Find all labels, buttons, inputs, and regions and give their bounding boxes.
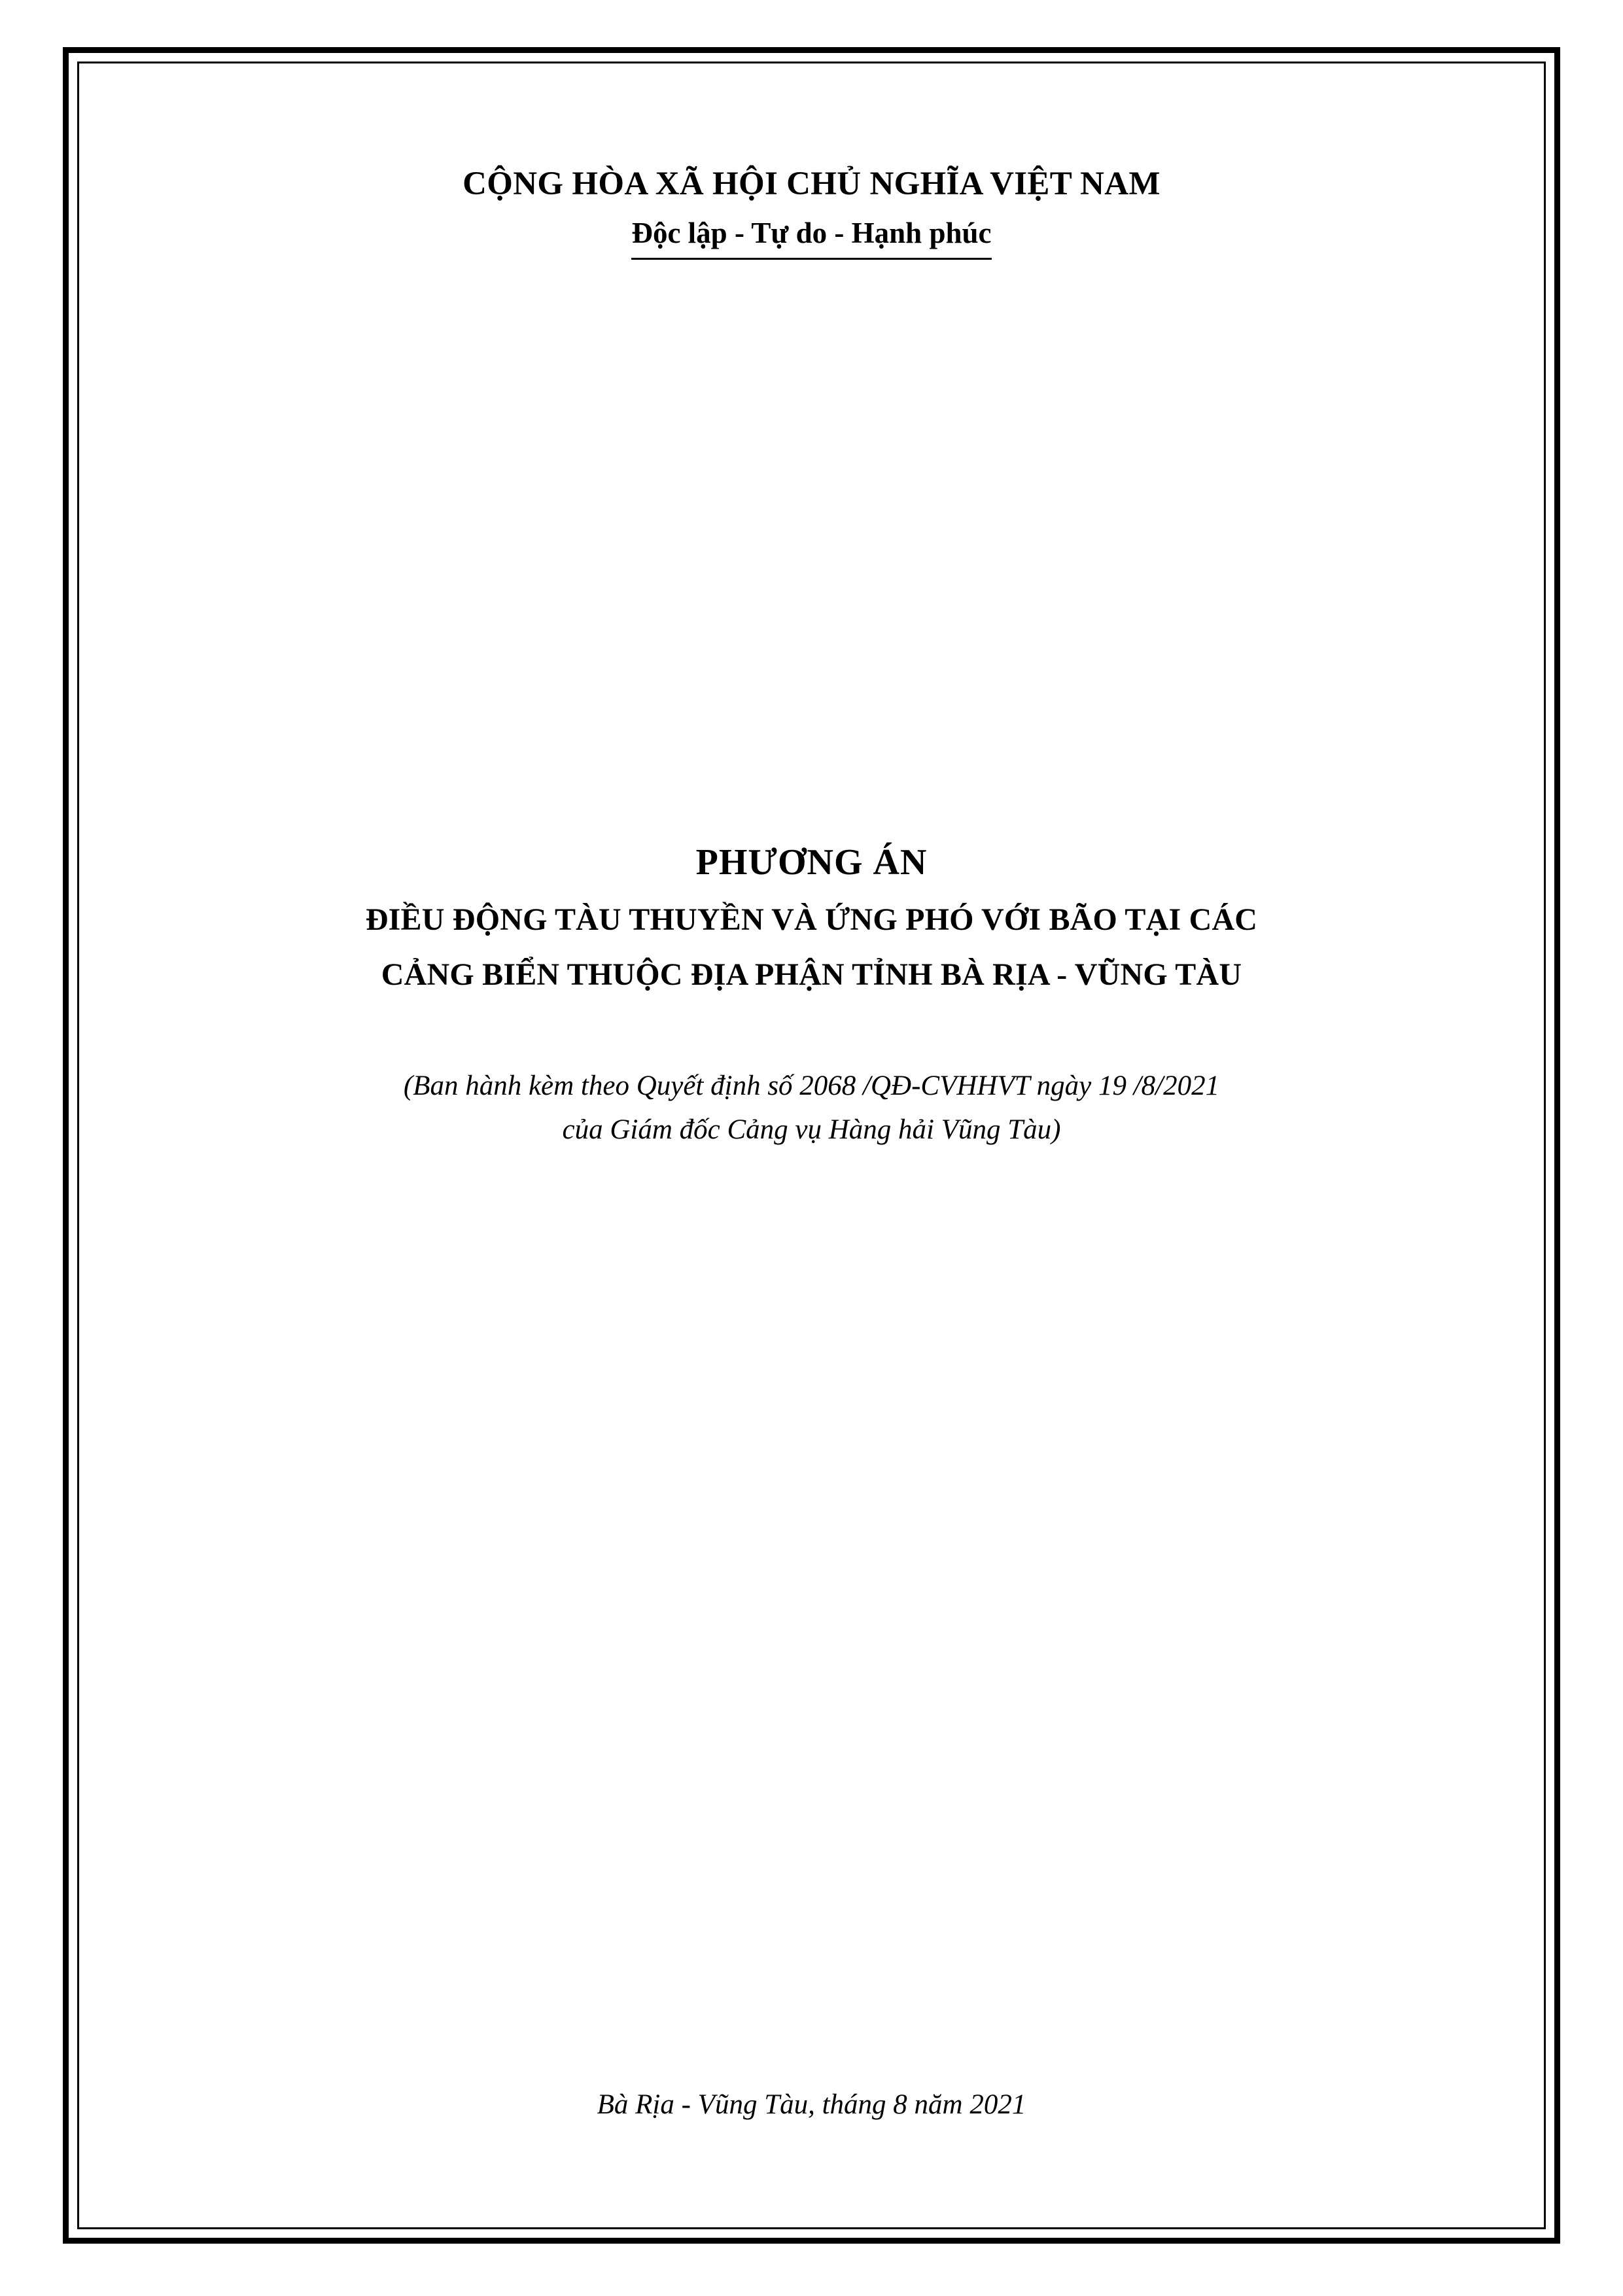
- place-date-text: Bà Rịa - Vũng Tàu, tháng 8 năm 2021: [597, 2089, 1026, 2120]
- country-name: CỘNG HÒA XÃ HỘI CHỦ NGHĨA VIỆT NAM: [462, 166, 1161, 202]
- page-title: PHƯƠNG ÁN: [695, 842, 928, 883]
- issuance-line-2: của Giám đốc Cảng vụ Hàng hải Vũng Tàu): [562, 1114, 1061, 1145]
- footer-place-date: [105, 2089, 1518, 2121]
- national-motto: Độc lập - Tự do - Hạnh phúc: [631, 215, 991, 260]
- national-header: [105, 164, 1518, 260]
- issuance-line-1: (Ban hành kèm theo Quyết định số 2068 /QĐ-CVHHVT ngày 19 /8/2021: [403, 1070, 1220, 1102]
- page-content: [105, 92, 1518, 2198]
- page-subtitle-line-2: CẢNG BIỂN THUỘC ĐỊA PHẬN TỈNH BÀ RỊA - VŨNG TÀU: [381, 957, 1242, 993]
- page-subtitle-line-1: ĐIỀU ĐỘNG TÀU THUYỀN VÀ ỨNG PHÓ VỚI BÃO TẠI CÁC: [365, 902, 1258, 937]
- issuance-note: [105, 1065, 1518, 1152]
- title-block: [105, 839, 1518, 997]
